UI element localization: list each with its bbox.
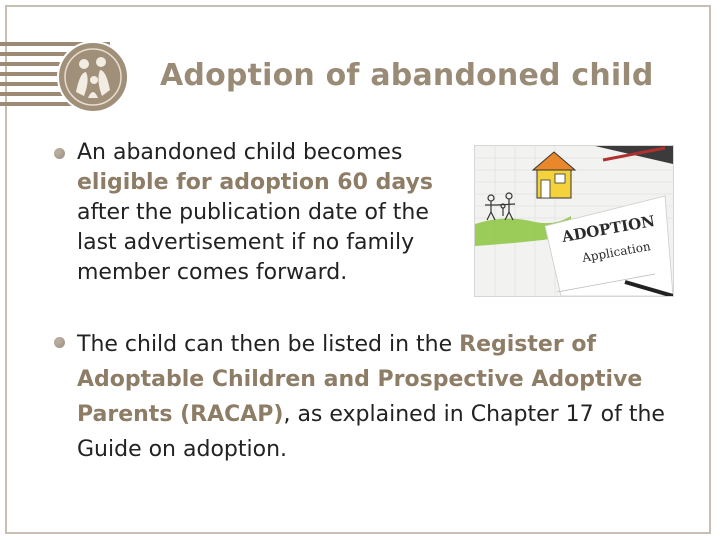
- adoption-photo-illustration: [475, 146, 673, 296]
- bullet-2-highlight: Register of Adoptable Children and Prospective Adoptive Parents (RACAP): [77, 332, 643, 427]
- family-logo-icon: [56, 40, 130, 114]
- bullet-marker: [54, 148, 65, 159]
- page-title: Adoption of abandoned child: [160, 58, 654, 93]
- form-title-text: ADOPTION: [560, 211, 657, 246]
- bullet-1-pre: An abandoned child becomes: [77, 140, 403, 165]
- bullet-marker: [54, 337, 65, 348]
- bullet-2-pre: The child can then be listed in the: [77, 332, 460, 357]
- bullet-2-post: , as explained in Chapter 17 of the Guide on adoption.: [77, 402, 665, 462]
- bullet-1-post: after the publication date of the last advertisement if no family member comes forward.: [77, 200, 429, 285]
- bullet-1-highlight: eligible for adoption 60 days: [77, 170, 433, 195]
- bullet-text-1: [77, 138, 462, 288]
- form-subtitle-text: Application: [581, 239, 652, 265]
- bullet-text-2: [77, 327, 667, 467]
- adoption-application-photo: [474, 145, 674, 297]
